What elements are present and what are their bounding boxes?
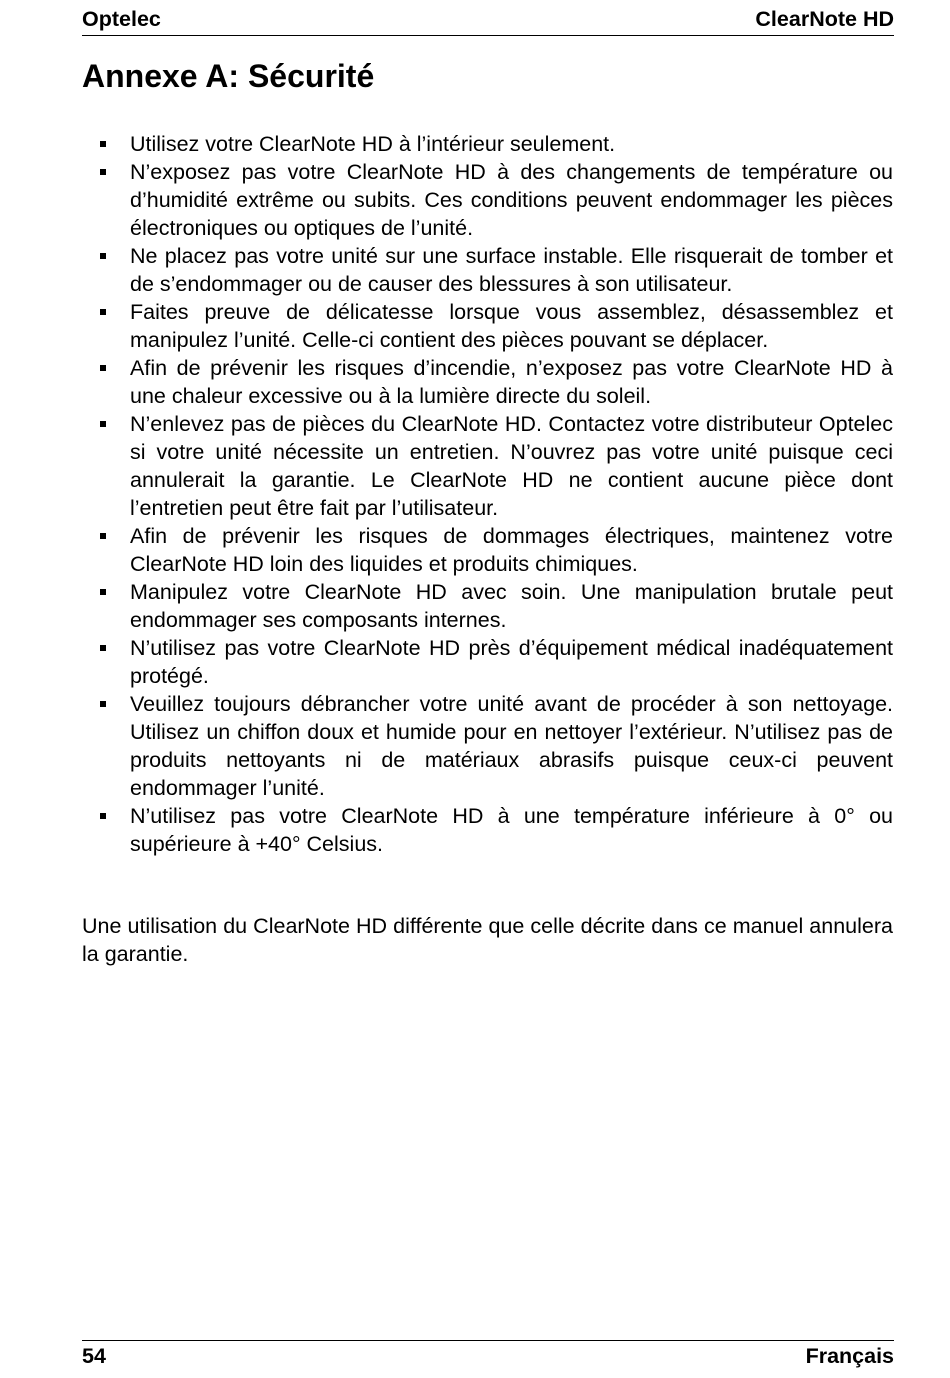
list-item: N’exposez pas votre ClearNote HD à des changements de température ou d’humidité extrême ou subits. Ces conditions peuvent endommager les pièces électroniques ou optiques de l’unité.: [82, 158, 893, 242]
bullet-icon: [100, 421, 106, 427]
bullet-icon: [100, 365, 106, 371]
bullet-icon: [100, 533, 106, 539]
page-header: [82, 6, 894, 36]
page-number: 54: [82, 1344, 106, 1368]
list-item: N’enlevez pas de pièces du ClearNote HD. Contactez votre distributeur Optelec si votre unité nécessite un entretien. N’ouvrez pas votre unité puisque ceci annulerait la garantie. Le ClearNote HD ne contient aucune pièce dont l’entretien peut être fait par l’utilisateur.: [82, 410, 893, 522]
list-item: Afin de prévenir les risques d’incendie, n’exposez pas votre ClearNote HD à une chaleur excessive ou à la lumière directe du soleil.: [82, 354, 893, 410]
bullet-icon: [100, 141, 106, 147]
list-item: N’utilisez pas votre ClearNote HD près d’équipement médical inadéquatement protégé.: [82, 634, 893, 690]
bullet-icon: [100, 645, 106, 651]
list-item: Afin de prévenir les risques de dommages électriques, maintenez votre ClearNote HD loin des liquides et produits chimiques.: [82, 522, 893, 578]
warranty-note: Une utilisation du ClearNote HD différente que celle décrite dans ce manuel annulera la garantie.: [82, 914, 893, 966]
list-item: N’utilisez pas votre ClearNote HD à une température inférieure à 0° ou supérieure à +40° Celsius.: [82, 802, 893, 858]
list-item: Veuillez toujours débrancher votre unité avant de procéder à son nettoyage. Utilisez un chiffon doux et humide pour en nettoyer l’extérieur. N’utilisez pas de produits nettoyants ni de matériaux abrasifs puisque ceux-ci peuvent endommager l’unité.: [82, 690, 893, 802]
bullet-icon: [100, 701, 106, 707]
page-title: Annexe A: Sécurité: [82, 58, 375, 94]
bullet-icon: [100, 253, 106, 259]
list-item: Manipulez votre ClearNote HD avec soin. Une manipulation brutale peut endommager ses composants internes.: [82, 578, 893, 634]
bullet-icon: [100, 589, 106, 595]
page-footer: [82, 1340, 894, 1370]
safety-list: [82, 130, 893, 858]
list-item: Faites preuve de délicatesse lorsque vous assemblez, désassemblez et manipulez l’unité. Celle-ci contient des pièces pouvant se déplacer.: [82, 298, 893, 354]
header-brand: Optelec: [82, 7, 161, 31]
bullet-icon: [100, 813, 106, 819]
list-item: Utilisez votre ClearNote HD à l’intérieur seulement.: [82, 130, 893, 158]
bullet-icon: [100, 309, 106, 315]
list-item: Ne placez pas votre unité sur une surface instable. Elle risquerait de tomber et de s’endommager ou de causer des blessures à son utilisateur.: [82, 242, 893, 298]
footer-language: Français: [805, 1344, 894, 1368]
bullet-icon: [100, 169, 106, 175]
header-product: ClearNote HD: [755, 7, 894, 31]
